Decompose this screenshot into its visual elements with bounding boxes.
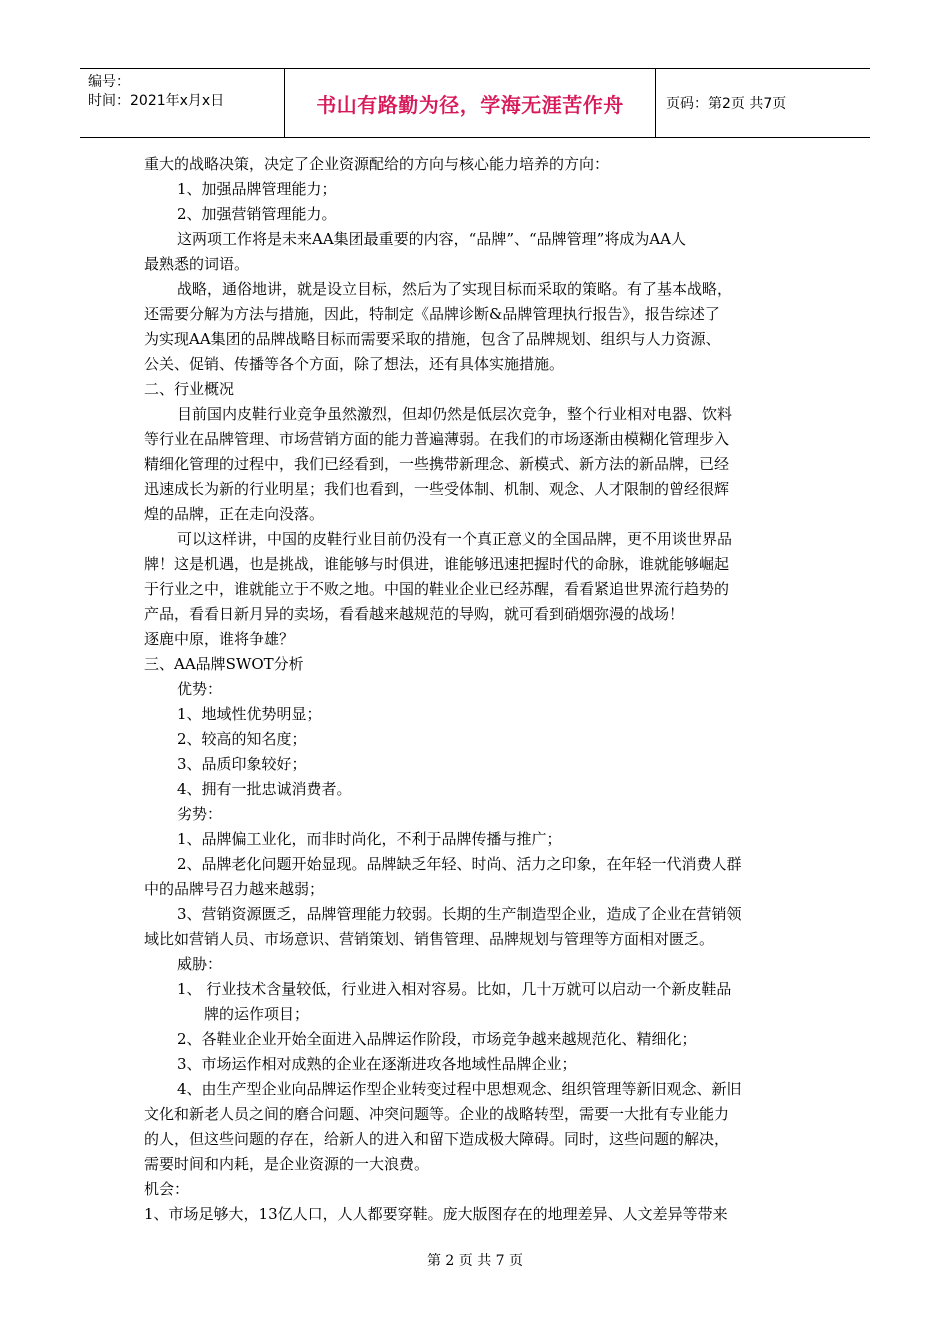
document-body xyxy=(144,152,810,1227)
paragraph-line: 4、由生产型企业向品牌运作型企业转变过程中思想观念、组织管理等新旧观念、新旧 xyxy=(177,1080,742,1098)
paragraph-line: 1、市场足够大，13亿人口，人人都要穿鞋。庞大版图存在的地理差异、人文差异等带来 xyxy=(144,1205,728,1223)
header-left-cell xyxy=(80,69,284,137)
page-footer: 第 2 页 共 7 页 xyxy=(426,1253,524,1269)
paragraph-line: 于行业之中，谁就能立于不败之地。中国的鞋业企业已经苏醒，看看紧追世界流行趋势的 xyxy=(144,580,730,598)
paragraph-line: 公关、促销、传播等各个方面，除了想法，还有具体实施措施。 xyxy=(144,355,565,373)
header-page-number: 页码：第2页 共7页 xyxy=(666,96,787,112)
paragraph-line: 域比如营销人员、市场意识、营销策划、销售管理、品牌规划与管理等方面相对匮乏。 xyxy=(144,930,715,948)
paragraph-line: 可以这样讲，中国的皮鞋行业目前仍没有一个真正意义的全国品牌，更不用谈世界品 xyxy=(177,530,733,548)
paragraph-line: 文化和新老人员之间的磨合问题、冲突问题等。企业的战略转型，需要一大批有专业能力 xyxy=(144,1105,730,1123)
paragraph-line: 中的品牌号召力越来越弱； xyxy=(144,880,325,898)
paragraph-line: 2、品牌老化问题开始显现。品牌缺乏年轻、时尚、活力之印象，在年轻一代消费人群 xyxy=(177,855,742,873)
paragraph-line: 1、品牌偏工业化，而非时尚化，不利于品牌传播与推广； xyxy=(177,830,562,848)
paragraph-line: 劣势： xyxy=(177,805,223,823)
document-number-label: 编号： xyxy=(88,74,130,90)
paragraph-line: 三、AA品牌SWOT分析 xyxy=(144,655,304,673)
paragraph-line: 还需要分解为方法与措施，因此，特制定《品牌诊断&品牌管理执行报告》，报告综述了 xyxy=(144,305,720,323)
paragraph-line: 2、加强营销管理能力。 xyxy=(177,205,337,223)
paragraph-line: 3、营销资源匮乏，品牌管理能力较弱。长期的生产制造型企业，造成了企业在营销领 xyxy=(177,905,742,923)
paragraph-line: 1、加强品牌管理能力； xyxy=(177,180,337,198)
paragraph-line: 3、品质印象较好； xyxy=(177,755,307,773)
paragraph-line: 重大的战略决策，决定了企业资源配给的方向与核心能力培养的方向： xyxy=(144,155,610,173)
paragraph-line: 1、 行业技术含量较低，行业进入相对容易。比如，几十万就可以启动一个新皮鞋品 xyxy=(177,980,732,998)
paragraph-line: 煌的品牌，正在走向没落。 xyxy=(144,505,325,523)
paragraph-line: 这两项工作将是未来AA集团最重要的内容，“品牌”、“品牌管理”将成为AA人 xyxy=(177,230,687,248)
paragraph-line: 机会： xyxy=(144,1180,190,1198)
document-time-label: 时间：2021年x月x日 xyxy=(88,93,225,109)
paragraph-line: 牌！这是机遇，也是挑战，谁能够与时俱进，谁能够迅速把握时代的命脉，谁就能够崛起 xyxy=(144,555,730,573)
paragraph-line: 优势： xyxy=(177,680,223,698)
paragraph-line: 的人，但这些问题的存在，给新人的进入和留下造成极大障碍。同时，这些问题的解决， xyxy=(144,1130,730,1148)
paragraph-line: 1、地域性优势明显； xyxy=(177,705,322,723)
paragraph-line: 产品，看看日新月异的卖场，看看越来越规范的导购，就可看到硝烟弥漫的战场！ xyxy=(144,605,685,623)
paragraph-line: 3、市场运作相对成熟的企业在逐渐进攻各地域性品牌企业； xyxy=(177,1055,577,1073)
paragraph-line: 二、行业概况 xyxy=(144,380,235,398)
paragraph-line: 战略，通俗地讲，就是设立目标，然后为了实现目标而采取的策略。有了基本战略， xyxy=(177,280,733,298)
paragraph-line: 精细化管理的过程中，我们已经看到，一些携带新理念、新模式、新方法的新品牌，已经 xyxy=(144,455,730,473)
paragraph-line: 威胁： xyxy=(177,955,223,973)
paragraph-line: 2、较高的知名度； xyxy=(177,730,307,748)
paragraph-line: 2、各鞋业企业开始全面进入品牌运作阶段，市场竞争越来越规范化、精细化； xyxy=(177,1030,697,1048)
header-table xyxy=(80,68,870,138)
paragraph-line: 牌的运作项目； xyxy=(204,1005,310,1023)
paragraph-line: 逐鹿中原，谁将争雄？ xyxy=(144,630,295,648)
header-motto: 书山有路勤为径，学海无涯苦作舟 xyxy=(284,69,656,137)
paragraph-line: 为实现AA集团的品牌战略目标而需要采取的措施，包含了品牌规划、组织与人力资源、 xyxy=(144,330,721,348)
paragraph-line: 最熟悉的词语。 xyxy=(144,255,250,273)
paragraph-line: 等行业在品牌管理、市场营销方面的能力普遍薄弱。在我们的市场逐渐由模糊化管理步入 xyxy=(144,430,730,448)
paragraph-line: 目前国内皮鞋行业竞争虽然激烈，但却仍然是低层次竞争，整个行业相对电器、饮料 xyxy=(177,405,733,423)
paragraph-line: 迅速成长为新的行业明星；我们也看到，一些受体制、机制、观念、人才限制的曾经很辉 xyxy=(144,480,730,498)
paragraph-line: 需要时间和内耗，是企业资源的一大浪费。 xyxy=(144,1155,430,1173)
paragraph-line: 4、拥有一批忠诚消费者。 xyxy=(177,780,352,798)
